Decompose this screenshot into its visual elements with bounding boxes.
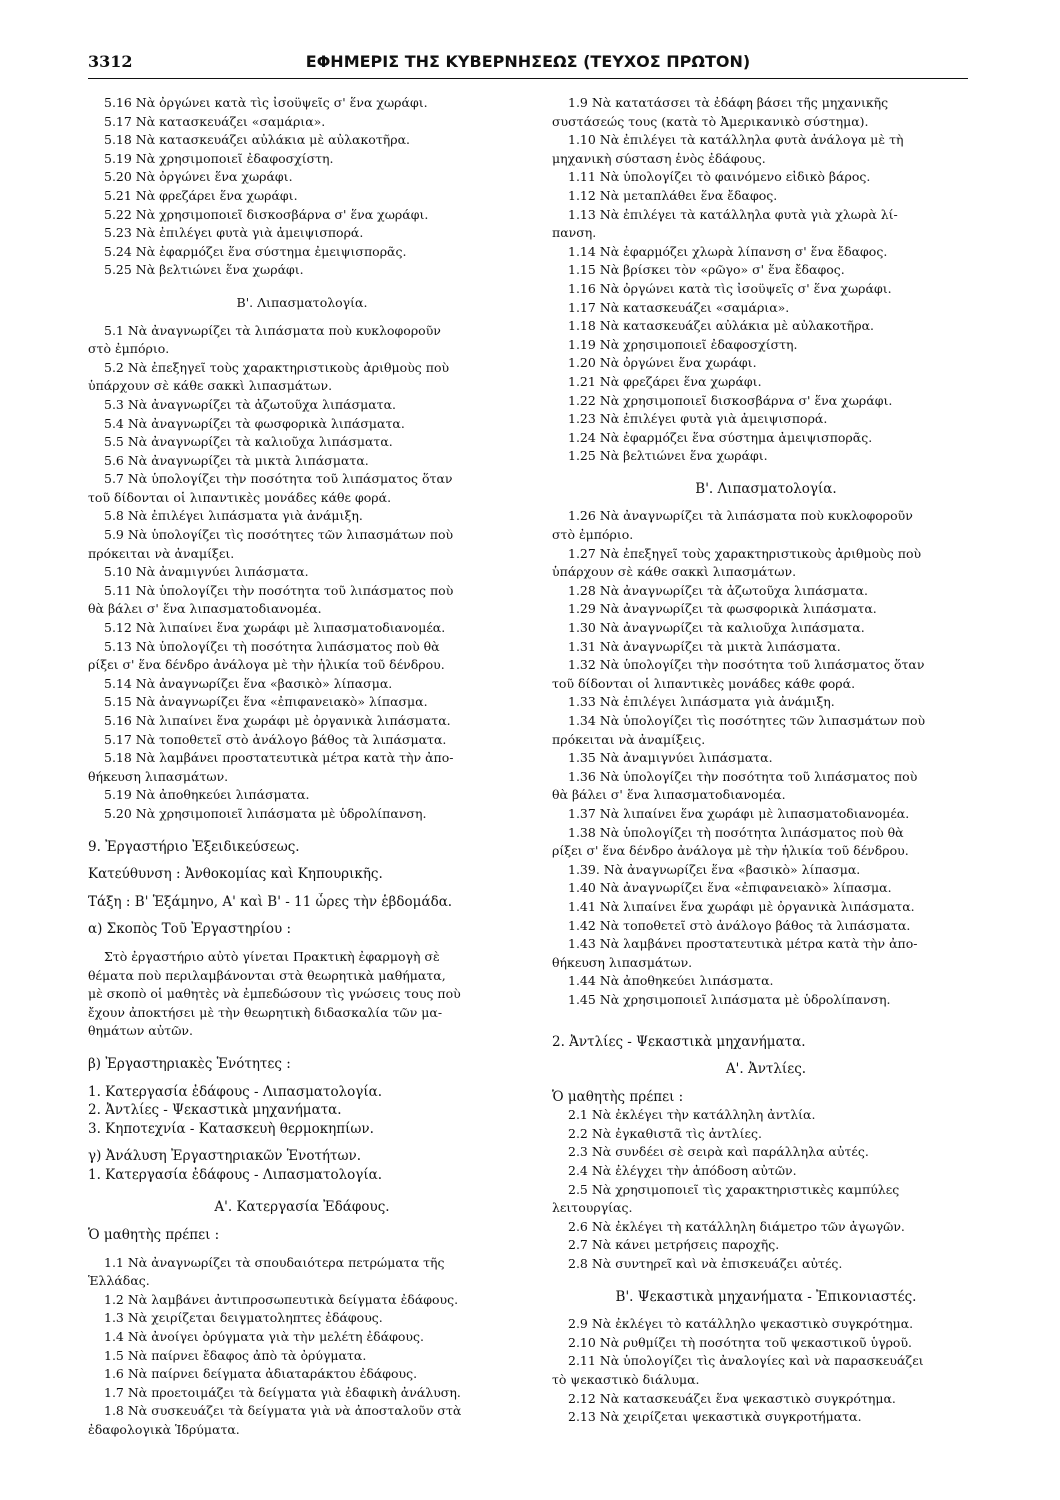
- list-item: 1.27 Νὰ ἐπεξηγεῖ τοὺς χαρακτηριστικοὺς ἀριθμοὺς ποὺ: [568, 545, 922, 561]
- page-header: [88, 52, 968, 79]
- list-item-continuation: θὰ βάλει σ' ἕνα λιπασματοδιανομέα.: [88, 601, 322, 617]
- list-item: 1.35 Νὰ ἀναμιγνύει λιπάσματα.: [568, 750, 773, 766]
- list-item: 5.17 Νὰ τοποθετεῖ στὸ ἀνάλογο βάθος τὰ λιπάσματα.: [104, 731, 447, 747]
- list-item: 2.8 Νὰ συντηρεῖ καὶ νὰ ἐπισκευάζει αὐτές.: [568, 1256, 843, 1272]
- list-item: 1.28 Νὰ ἀναγνωρίζει τὰ ἀζωτοῦχα λιπάσματα.: [568, 582, 868, 598]
- list-item-continuation: ρίξει σ' ἕνα δένδρο ἀνάλογα μὲ τὴν ἡλικία τοῦ δένδρου.: [88, 657, 445, 673]
- list-item: 5.1 Νὰ ἀναγνωρίζει τὰ λιπάσματα ποὺ κυκλοφοροῦν: [104, 322, 441, 338]
- list-item: 5.7 Νὰ ὑπολογίζει τὴν ποσότητα τοῦ λιπάσματος ὅταν: [104, 471, 453, 487]
- list-item: 1.30 Νὰ ἀναγνωρίζει τὰ καλιοῦχα λιπάσματα.: [568, 620, 865, 636]
- list-item: 5.18 Νὰ κατασκευάζει αὐλάκια μὲ αὐλακοτῆρα.: [104, 132, 410, 148]
- list-item: 5.6 Νὰ ἀναγνωρίζει τὰ μικτὰ λιπάσματα.: [104, 452, 369, 468]
- list-item: 1.13 Νὰ ἐπιλέγει τὰ κατάλληλα φυτὰ γιὰ χλωρὰ λί-: [568, 206, 898, 222]
- list-item: 2.2 Νὰ ἐγκαθιστᾶ τὶς ἀντλίες.: [568, 1125, 762, 1141]
- list-item: 5.2 Νὰ ἐπεξηγεῖ τοὺς χαρακτηριστικοὺς ἀριθμοὺς ποὺ: [104, 359, 450, 375]
- list-item: 2.11 Νὰ ὑπολογίζει τὶς ἀναλογίες καὶ νὰ παρασκευάζει: [568, 1353, 924, 1369]
- list-item: 5.25 Νὰ βελτιώνει ἕνα χωράφι.: [104, 262, 304, 278]
- left-list-fertilizers: [88, 322, 516, 824]
- list-item: 5.12 Νὰ λιπαίνει ἕνα χωράφι μὲ λιπασματοδιανομέα.: [104, 620, 446, 636]
- list-item-continuation: πανση.: [552, 225, 597, 241]
- section-heading-fertilizers: Β'. Λιπασματολογία.: [236, 294, 368, 310]
- student-must: Ὁ μαθητὴς πρέπει :: [552, 1088, 684, 1105]
- student-must: Ὁ μαθητὴς πρέπει :: [88, 1227, 220, 1244]
- list-item: 1.7 Νὰ προετοιμάζει τὰ δείγματα γιὰ ἐδαφικὴ ἀνάλυση.: [104, 1384, 461, 1400]
- lab-class: Τάξη : Β' Ἑξάμηνο, Α' καὶ Β' - 11 ὧρες τὴν ἑβδομάδα.: [88, 893, 453, 910]
- list-item-continuation: τὸ ψεκαστικὸ διάλυμα.: [552, 1372, 700, 1387]
- list-item: 1.5 Νὰ παίρνει ἔδαφος ἀπὸ τὰ ὀρύγματα.: [104, 1347, 367, 1363]
- list-item: 2.13 Νὰ χειρίζεται ψεκαστικὰ συγκροτήματα.: [568, 1409, 862, 1425]
- units-list: [88, 1083, 516, 1139]
- page-number: 3312: [88, 52, 133, 71]
- list-item: 1.25 Νὰ βελτιώνει ἕνα χωράφι.: [568, 448, 768, 464]
- lab-title: 9. Ἐργαστήριο Ἐξειδικεύσεως.: [88, 838, 300, 855]
- list-item: 5.17 Νὰ κατασκευάζει «σαμάρια».: [104, 113, 326, 129]
- list-item: 5.5 Νὰ ἀναγνωρίζει τὰ καλιοῦχα λιπάσματα.: [104, 434, 393, 450]
- journal-title: ΕΦΗΜΕΡΙΣ ΤΗΣ ΚΥΒΕΡΝΗΣΕΩΣ (ΤΕΥΧΟΣ ΠΡΩΤΟΝ): [305, 52, 751, 71]
- list-item-continuation: στὸ ἐμπόριο.: [88, 341, 170, 357]
- list-item: 1.26 Νὰ ἀναγνωρίζει τὰ λιπάσματα ποὺ κυκλοφοροῦν: [568, 508, 913, 524]
- right-list-fertilizers: [552, 507, 980, 1009]
- list-item: 1.14 Νὰ ἐφαρμόζει χλωρὰ λίπανση σ' ἕνα ἔδαφος.: [568, 243, 888, 259]
- purpose-paragraph: [88, 948, 516, 1041]
- section-heading-sprayers: Β'. Ψεκαστικὰ μηχανήματα - Ἐπικονιαστές.: [615, 1288, 917, 1305]
- list-item: 1.39. Νὰ ἀναγνωρίζει ἕνα «βασικὸ» λίπασμα.: [568, 861, 861, 877]
- list-item: 5.10 Νὰ ἀναμιγνύει λιπάσματα.: [104, 564, 309, 580]
- list-item: 1.36 Νὰ ὑπολογίζει τὴν ποσότητα τοῦ λιπάσματος ποὺ: [568, 768, 918, 784]
- list-item: 2.12 Νὰ κατασκευάζει ἕνα ψεκαστικὸ συγκρότημα.: [568, 1390, 896, 1406]
- list-item: 1.10 Νὰ ἐπιλέγει τὰ κατάλληλα φυτὰ ἀνάλογα μὲ τὴ: [568, 132, 904, 148]
- list-item: 5.16 Νὰ λιπαίνει ἕνα χωράφι μὲ ὀργανικὰ λιπάσματα.: [104, 713, 451, 728]
- list-item: 1.19 Νὰ χρησιμοποιεῖ ἐδαφοσχίστη.: [568, 336, 798, 352]
- analysis-title: γ) Ἀνάλυση Ἐργαστηριακῶν Ἑνοτήτων.: [88, 1148, 361, 1165]
- list-item: 1.2 Νὰ λαμβάνει ἀντιπροσωπευτικὰ δείγματα ἐδάφους.: [104, 1291, 459, 1307]
- list-item: 1.15 Νὰ βρίσκει τὸν «ρῶγο» σ' ἕνα ἔδαφος.: [568, 262, 845, 278]
- left-column: [88, 94, 516, 1440]
- list-item: 2.10 Νὰ ρυθμίζει τὴ ποσότητα τοῦ ψεκαστικοῦ ὑγροῦ.: [568, 1334, 913, 1350]
- list-item: 2.3 Νὰ συνδέει σὲ σειρὰ καὶ παράλληλα αὐτές.: [568, 1144, 869, 1160]
- right-list-sprayers: [552, 1315, 980, 1427]
- list-item: 5.9 Νὰ ὑπολογίζει τὶς ποσότητες τῶν λιπασμάτων ποὺ: [104, 527, 454, 543]
- list-item: 1.44 Νὰ ἀποθηκεύει λιπάσματα.: [568, 973, 774, 989]
- right-list-soil: [552, 94, 980, 466]
- list-item: 1.4 Νὰ ἀνοίγει ὀρύγματα γιὰ τὴν μελέτη ἐδάφους.: [104, 1329, 424, 1345]
- list-item-continuation: συστάσεώς τους (κατὰ τὸ Ἀμερικανικὸ σύστημα).: [552, 113, 869, 129]
- list-item: 5.24 Νὰ ἐφαρμόζει ἕνα σύστημα ἐμειψισπορᾶς.: [104, 243, 407, 259]
- list-item: 5.21 Νὰ φρεζάρει ἕνα χωράφι.: [104, 187, 298, 203]
- section-heading-pumps: Α'. Ἀντλίες.: [725, 1061, 807, 1078]
- list-item: 1.24 Νὰ ἐφαρμόζει ἕνα σύστημα ἀμειψισπορᾶς.: [568, 429, 873, 445]
- list-item: 5.18 Νὰ λαμβάνει προστατευτικὰ μέτρα κατὰ τὴν ἀπο-: [104, 750, 454, 766]
- list-item: 1.45 Νὰ χρησιμοποιεῖ λιπάσματα μὲ ὑδρολίπανση.: [568, 991, 891, 1007]
- right-column: [552, 94, 980, 1427]
- list-item: 5.23 Νὰ ἐπιλέγει φυτὰ γιὰ ἀμειψισπορά.: [104, 225, 364, 241]
- list-item: 1. Κατεργασία ἐδάφους - Λιπασματολογία.: [88, 1083, 383, 1100]
- paragraph-line: μὲ σκοπὸ οἱ μαθητὲς νὰ ἐμπεδώσουν τὶς γνώσεις τους ποὺ: [88, 986, 461, 1002]
- section-heading-fertilizers: Β'. Λιπασματολογία.: [695, 480, 837, 497]
- list-item: 2.6 Νὰ ἐκλέγει τὴ κατάλληλη διάμετρο τῶν ἀγωγῶν.: [568, 1218, 905, 1234]
- list-item: 1.42 Νὰ τοποθετεῖ στὸ ἀνάλογο βάθος τὰ λιπάσματα.: [568, 917, 911, 933]
- list-item: 1.40 Νὰ ἀναγνωρίζει ἕνα «ἐπιφανειακὸ» λίπασμα.: [568, 880, 892, 896]
- list-item: 1.29 Νὰ ἀναγνωρίζει τὰ φωσφορικὰ λιπάσματα.: [568, 601, 877, 617]
- left-list-soil-end: [88, 94, 516, 280]
- list-item-continuation: ἐδαφολογικὰ Ἱδρύματα.: [88, 1422, 240, 1437]
- paragraph-line: Στὸ ἐργαστήριο αὐτὸ γίνεται Πρακτικὴ ἐφαρμογὴ σὲ: [104, 948, 440, 964]
- list-item: 5.3 Νὰ ἀναγνωρίζει τὰ ἀζωτοῦχα λιπάσματα.: [104, 396, 396, 412]
- list-item: 5.19 Νὰ ἀποθηκεύει λιπάσματα.: [104, 787, 310, 803]
- list-item-continuation: ὑπάρχουν σὲ κάθε σακκὶ λιπασμάτων.: [552, 564, 797, 580]
- list-item: 1.3 Νὰ χειρίζεται δειγματοληπτες ἐδάφους.: [104, 1310, 383, 1326]
- list-item: 1.32 Νὰ ὑπολογίζει τὴν ποσότητα τοῦ λιπάσματος ὅταν: [568, 657, 925, 673]
- list-item: 2.9 Νὰ ἐκλέγει τὸ κατάλληλο ψεκαστικὸ συγκρότημα.: [568, 1316, 914, 1332]
- list-item: 1.11 Νὰ ὑπολογίζει τὸ φαινόμενο εἰδικὸ βάρος.: [568, 169, 871, 185]
- list-item: 1.41 Νὰ λιπαίνει ἕνα χωράφι μὲ ὀργανικὰ λιπάσματα.: [568, 898, 915, 914]
- list-item-continuation: θὰ βάλει σ' ἕνα λιπασματοδιανομέα.: [552, 787, 786, 803]
- list-item: 1.37 Νὰ λιπαίνει ἕνα χωράφι μὲ λιπασματοδιανομέα.: [568, 805, 910, 821]
- list-item: 2.7 Νὰ κάνει μετρήσεις παροχῆς.: [568, 1237, 780, 1253]
- paragraph-line: θέματα ποὺ περιλαμβάνονται στὰ θεωρητικὰ μαθήματα,: [88, 967, 446, 983]
- list-item-continuation: Ἑλλάδας.: [88, 1273, 150, 1289]
- paragraph-line: θημάτων αὐτῶν.: [88, 1023, 193, 1039]
- list-item: 5.14 Νὰ ἀναγνωρίζει ἕνα «βασικὸ» λίπασμα.: [104, 675, 393, 691]
- list-item-continuation: τοῦ δίδονται οἱ λιπαντικὲς μονάδες κάθε φορά.: [88, 489, 392, 505]
- list-item: 5.22 Νὰ χρησιμοποιεῖ δισκοσβάρνα σ' ἕνα χωράφι.: [104, 206, 429, 222]
- list-item-continuation: θήκευση λιπασμάτων.: [552, 954, 693, 970]
- list-item: 5.20 Νὰ ὀργώνει ἕνα χωράφι.: [104, 169, 293, 185]
- lab-direction: Κατεύθυνση : Ἀνθοκομίας καὶ Κηπουρικῆς.: [88, 866, 383, 883]
- list-item: 1.18 Νὰ κατασκευάζει αὐλάκια μὲ αὐλακοτῆρα.: [568, 318, 874, 334]
- list-item-continuation: στὸ ἐμπόριο.: [552, 527, 634, 543]
- section-pumps-sprayers: 2. Ἀντλίες - Ψεκαστικὰ μηχανήματα.: [552, 1033, 806, 1050]
- list-item: 2.1 Νὰ ἐκλέγει τὴν κατάλληλη ἀντλία.: [568, 1107, 816, 1123]
- list-item: 3. Κηποτεχνία - Κατασκευὴ θερμοκηπίων.: [88, 1120, 374, 1137]
- list-item-continuation: πρόκειται νὰ ἀναμίξεις.: [552, 731, 706, 747]
- list-item-continuation: ὑπάρχουν σὲ κάθε σακκὶ λιπασμάτων.: [88, 378, 333, 394]
- list-item: 1.38 Νὰ ὑπολογίζει τὴ ποσότητα λιπάσματος ποὺ θὰ: [568, 824, 904, 840]
- list-item: 5.4 Νὰ ἀναγνωρίζει τὰ φωσφορικὰ λιπάσματα.: [104, 415, 405, 431]
- list-item-continuation: ρίξει σ' ἕνα δένδρο ἀνάλογα μὲ τὴν ἡλικία τοῦ δένδρου.: [552, 843, 909, 859]
- list-item: 5.16 Νὰ ὀργώνει κατὰ τὶς ἰσοϋψεῖς σ' ἕνα χωράφι.: [104, 95, 428, 110]
- list-item: 1.21 Νὰ φρεζάρει ἕνα χωράφι.: [568, 373, 762, 389]
- list-item: 1.9 Νὰ κατατάσσει τὰ ἐδάφη βάσει τῆς μηχανικῆς: [568, 95, 889, 110]
- section-heading-soil: Α'. Κατεργασία Ἐδάφους.: [214, 1199, 390, 1216]
- list-item: 5.13 Νὰ ὑπολογίζει τὴ ποσότητα λιπάσματος ποὺ θὰ: [104, 638, 440, 654]
- list-item: 2.4 Νὰ ἐλέγχει τὴν ἀπόδοση αὐτῶν.: [568, 1163, 797, 1179]
- list-item-continuation: τοῦ δίδονται οἱ λιπαντικὲς μονάδες κάθε φορά.: [552, 675, 856, 691]
- list-item: 1.8 Νὰ συσκευάζει τὰ δείγματα γιὰ νὰ ἀποσταλοῦν στὰ: [104, 1403, 462, 1419]
- list-item: 1.33 Νὰ ἐπιλέγει λιπάσματα γιὰ ἀνάμιξη.: [568, 694, 835, 710]
- list-item: 5.8 Νὰ ἐπιλέγει λιπάσματα γιὰ ἀνάμιξη.: [104, 508, 363, 524]
- list-item: 5.11 Νὰ ὑπολογίζει τὴν ποσότητα τοῦ λιπάσματος ποὺ: [104, 582, 454, 598]
- list-item: 5.20 Νὰ χρησιμοποιεῖ λιπάσματα μὲ ὑδρολίπανση.: [104, 805, 427, 821]
- list-item: 1.43 Νὰ λαμβάνει προστατευτικὰ μέτρα κατὰ τὴν ἀπο-: [568, 936, 918, 952]
- list-item: 1.17 Νὰ κατασκευάζει «σαμάρια».: [568, 299, 790, 315]
- right-list-pumps: [552, 1106, 980, 1273]
- list-item-continuation: θήκευση λιπασμάτων.: [88, 768, 229, 784]
- list-item: 2.5 Νὰ χρησιμοποιεῖ τὶς χαρακτηριστικὲς καμπύλες: [568, 1181, 900, 1197]
- left-list-soil: [88, 1254, 516, 1440]
- list-item: 1.1 Νὰ ἀναγνωρίζει τὰ σπουδαιότερα πετρώματα τῆς: [104, 1254, 445, 1270]
- units-title: β) Ἐργαστηριακὲς Ἑνότητες :: [88, 1055, 291, 1072]
- list-item: 1.23 Νὰ ἐπιλέγει φυτὰ γιὰ ἀμειψισπορά.: [568, 411, 828, 427]
- paragraph-line: ἔχουν ἀποκτήσει μὲ τὴν θεωρητικὴ διδασκαλία τῶν μα-: [88, 1004, 443, 1020]
- list-item: 1.20 Νὰ ὀργώνει ἕνα χωράφι.: [568, 355, 757, 371]
- list-item: 1.31 Νὰ ἀναγνωρίζει τὰ μικτὰ λιπάσματα.: [568, 638, 841, 654]
- list-item-continuation: μηχανικὴ σύσταση ἑνὸς ἐδάφους.: [552, 150, 766, 166]
- list-item: 1.22 Νὰ χρησιμοποιεῖ δισκοσβάρνα σ' ἕνα χωράφι.: [568, 392, 893, 408]
- list-item-continuation: πρόκειται νὰ ἀναμίξει.: [88, 545, 235, 561]
- list-item: 5.19 Νὰ χρησιμοποιεῖ ἐδαφοσχίστη.: [104, 150, 334, 166]
- list-item: 5.15 Νὰ ἀναγνωρίζει ἕνα «ἐπιφανειακὸ» λίπασμα.: [104, 694, 428, 710]
- list-item: 1.12 Νὰ μεταπλάθει ἕνα ἔδαφος.: [568, 187, 778, 203]
- list-item-continuation: λειτουργίας.: [552, 1200, 633, 1216]
- analysis-item: 1. Κατεργασία ἐδάφους - Λιπασματολογία.: [88, 1166, 383, 1183]
- list-item: 1.6 Νὰ παίρνει δείγματα ἀδιαταράκτου ἐδάφους.: [104, 1366, 418, 1382]
- list-item: 1.16 Νὰ ὀργώνει κατὰ τὶς ἰσοϋψεῖς σ' ἕνα χωράφι.: [568, 280, 892, 296]
- list-item: 1.34 Νὰ ὑπολογίζει τὶς ποσότητες τῶν λιπασμάτων ποὺ: [568, 713, 926, 728]
- purpose-title: α) Σκοπὸς Τοῦ Ἐργαστηρίου :: [88, 921, 292, 938]
- list-item: 2. Ἀντλίες - Ψεκαστικὰ μηχανήματα.: [88, 1102, 342, 1119]
